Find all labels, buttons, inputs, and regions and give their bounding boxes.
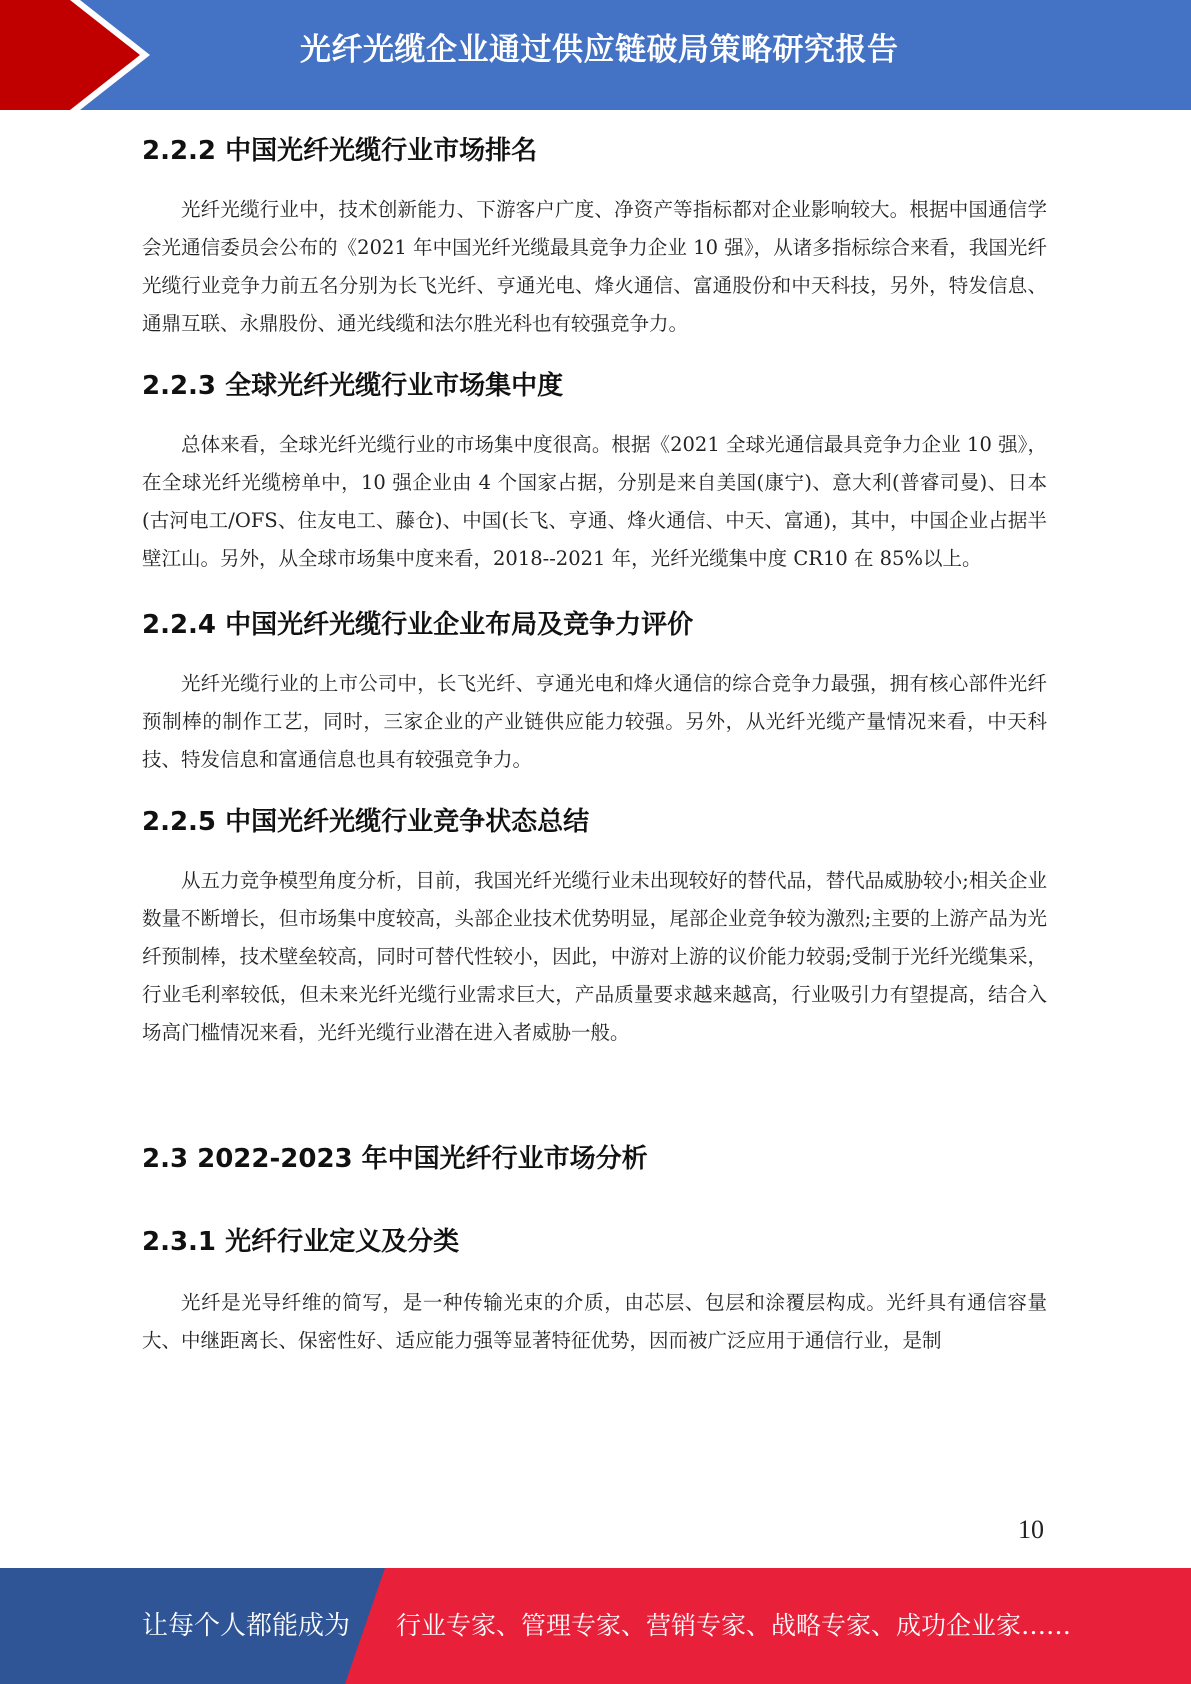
section-heading-2-3-1: 2.3.1 光纤行业定义及分类 bbox=[142, 1227, 460, 1257]
section-heading-2-2-5: 2.2.5 中国光纤光缆行业竞争状态总结 bbox=[142, 807, 590, 837]
page-content bbox=[142, 118, 1047, 1360]
section-paragraph-2-2-3: 总体来看，全球光纤光缆行业的市场集中度很高。根据《2021 全球光通信最具竞争力企业 10 强》，在全球光纤光缆榜单中，10 强企业由 4 个国家占据，分别是来自美国(康宁)、意大利(普睿司曼)、日本(古河电工/OFS、住友电工、藤仓)、中国(长飞、亨通、烽火通信、中天、富通)，其中，中国企业占据半壁江山。另外，从全球市场集中度来看，2018--2021 年，光纤光缆集中度 CR10 在 85%以上。 bbox=[142, 433, 1047, 570]
section-heading-2-2-4: 2.2.4 中国光纤光缆行业企业布局及竞争力评价 bbox=[142, 610, 694, 640]
red-chevron-decoration bbox=[0, 0, 150, 110]
page-footer bbox=[0, 1568, 1191, 1684]
section-heading-2-2-3: 2.2.3 全球光纤光缆行业市场集中度 bbox=[142, 371, 564, 401]
section-paragraph-2-2-5: 从五力竞争模型角度分析，目前，我国光纤光缆行业未出现较好的替代品，替代品威胁较小;相关企业数量不断增长，但市场集中度较高，头部企业技术优势明显，尾部企业竞争较为激烈;主要的上游产品为光纤预制棒，技术壁垒较高，同时可替代性较小，因此，中游对上游的议价能力较弱;受制于光纤光缆集采，行业毛利率较低，但未来光纤光缆行业需求巨大，产品质量要求越来越高，行业吸引力有望提高，结合入场高门槛情况来看，光纤光缆行业潜在进入者威胁一般。 bbox=[142, 869, 1047, 1044]
section-paragraph-2-2-2: 光纤光缆行业中，技术创新能力、下游客户广度、净资产等指标都对企业影响较大。根据中国通信学会光通信委员会公布的《2021 年中国光纤光缆最具竞争力企业 10 强》，从诸多指标综合来看，我国光纤光缆行业竞争力前五名分别为长飞光纤、亨通光电、烽火通信、富通股份和中天科技，另外，特发信息、通鼎互联、永鼎股份、通光线缆和法尔胜光科也有较强竞争力。 bbox=[142, 198, 1047, 335]
section-paragraph-2-2-4: 光纤光缆行业的上市公司中，长飞光纤、亨通光电和烽火通信的综合竞争力最强，拥有核心部件光纤预制棒的制作工艺，同时，三家企业的产业链供应能力较强。另外，从光纤光缆产量情况来看，中天科技、特发信息和富通信息也具有较强竞争力。 bbox=[142, 672, 1047, 771]
footer-slogan-right: 行业专家、管理专家、营销专家、战略专家、成功企业家…… bbox=[396, 1611, 1072, 1640]
section-heading-2-2-2: 2.2.2 中国光纤光缆行业市场排名 bbox=[142, 136, 538, 166]
footer-slogan-left: 让每个人都能成为 bbox=[142, 1611, 351, 1641]
report-title: 光纤光缆企业通过供应链破局策略研究报告 bbox=[300, 32, 899, 68]
page-number: 10 bbox=[1018, 1515, 1044, 1544]
page-header bbox=[0, 0, 1191, 110]
section-paragraph-2-3-1: 光纤是光导纤维的简写，是一种传输光束的介质，由芯层、包层和涂覆层构成。光纤具有通信容量大、中继距离长、保密性好、适应能力强等显著特征优势，因而被广泛应用于通信行业，是制 bbox=[142, 1291, 1047, 1352]
section-heading-2-3: 2.3 2022-2023 年中国光纤行业市场分析 bbox=[142, 1144, 648, 1174]
